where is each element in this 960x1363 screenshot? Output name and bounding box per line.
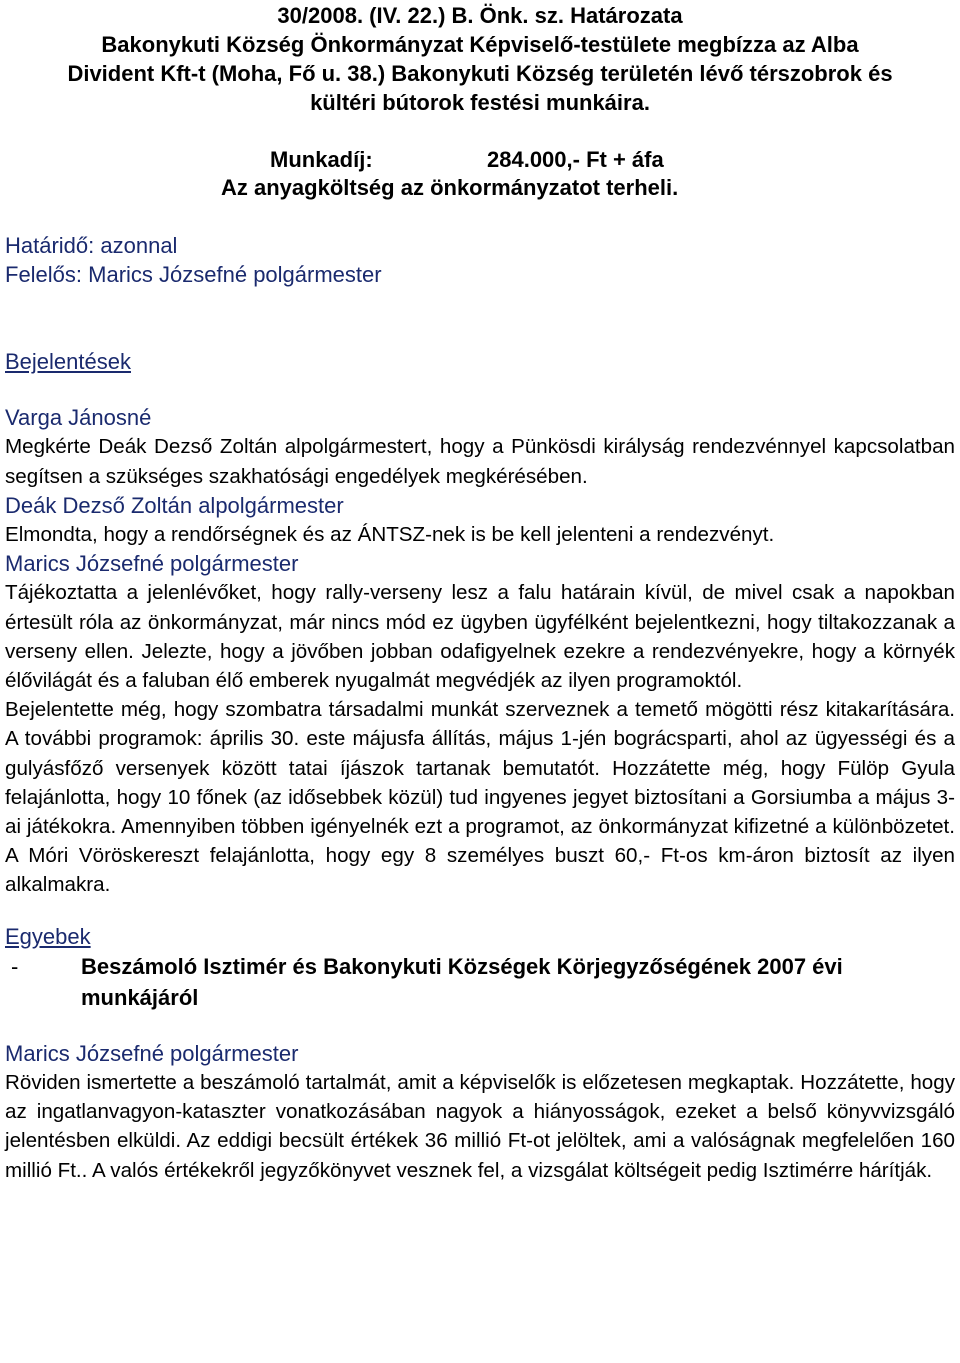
fee-value: 284.000,- Ft + áfa: [487, 147, 664, 172]
deadline: Határidő: azonnal: [5, 233, 178, 258]
section-title-announcements: Bejelentések: [5, 349, 131, 374]
fee-label: Munkadíj:: [270, 147, 373, 172]
speaker-name: Varga Jánosné: [5, 405, 152, 431]
paragraph: Elmondta, hogy a rendőrségnek és az ÁNTSZ-nek is be kell jelenteni a rendezvényt.: [5, 523, 775, 547]
fee-note: Az anyagköltség az önkormányzatot terheli.: [221, 175, 679, 200]
resolution-text-line: Divident Kft-t (Moha, Fő u. 38.) Bakonykuti Község területén lévő térszobrok és: [67, 61, 893, 86]
document-page: [5, 0, 955, 1182]
resolution-number: 30/2008. (IV. 22.) B. Önk. sz. Határozata: [277, 3, 683, 28]
paragraph: Röviden ismertette a beszámoló tartalmát, amit a képviselők is előzetesen megkaptak. Hozzátette, hogy az ingatlanvagyon-kataszter vonatkozásában nagyok a hiányosságok, ezeket a belső könyvvizsgáló jelentésben elküldi. Az eddigi becsült értékek 36 millió Ft-ot jelöltek, ami a valóságnak megfelelően 160 millió Ft.. A valós értékekről jegyzőkönyvet vesznek fel, a vizsgálat költségeit pedig Isztimérre hárítják.: [5, 1071, 955, 1182]
bullet-dash: -: [11, 953, 19, 979]
section-title-other: Egyebek: [5, 923, 91, 949]
speaker-name: Deák Dezső Zoltán alpolgármester: [5, 492, 344, 518]
paragraph: Tájékoztatta a jelenlévőket, hogy rally-verseny lesz a falu határain kívül, de mivel csak a napokban értesült róla az önkormányzat, már nincs mód ez ügyben ügyfélként bejelentkezni, hogy tiltakozzanak a verseny ellen. Jelezte, hogy a jövőben jobban odafigyelnek ezekre a rendezvényekre, hogy a környék élővilágát és a faluban élő emberek nyugalmát megvédjék az ilyen programoktól.: [5, 581, 955, 693]
paragraph: Bejelentette még, hogy szombatra társadalmi munkát szerveznek a temető mögötti rész kitakarítására. A további programok: április 30. este májusfa állítás, május 1-jén bográcsparti, ahol az ügyességi és a gulyásfőző versenyek között tatai íjászok tartanak bemutatót. Hozzátette még, hogy Fülöp Gyula felajánlotta, hogy 10 főnek (az idősebbek közül) tud ingyenes jegyet biztosítani a Gorsiumba a május 3-ai játékokra. Amennyiben többen igényelnék ezt a programot, az önkormányzat kifizetné a különbözetet. A Móri Vöröskereszt felajánlotta, hogy egy 8 személyes buszt 60,- Ft-os km-áron biztosít az ilyen alkalmakra.: [5, 698, 955, 897]
speaker-name: Marics Józsefné polgármester: [5, 551, 299, 577]
resolution-text-line: kültéri bútorok festési munkáira.: [310, 90, 650, 115]
resolution-text-line: Bakonykuti Község Önkormányzat Képviselő-testülete megbízza az Alba: [101, 32, 859, 57]
minutes-body: [5, 347, 955, 1185]
paragraph: Megkérte Deák Dezső Zoltán alpolgármestert, hogy a Pünkösdi királyság rendezvénnyel kapcsolatban segítsen a szükséges szakhatósági engedélyek megkérésében.: [5, 435, 955, 488]
agenda-item: [5, 951, 955, 1013]
agenda-item-title: Beszámoló Isztimér és Bakonykuti Községek Körjegyzőségének 2007 évi munkájáról: [81, 953, 843, 1010]
resolution-block: [5, 0, 955, 117]
speaker-name: Marics Józsefné polgármester: [5, 1040, 299, 1066]
responsible-person: Felelős: Marics Józsefné polgármester: [5, 262, 382, 287]
